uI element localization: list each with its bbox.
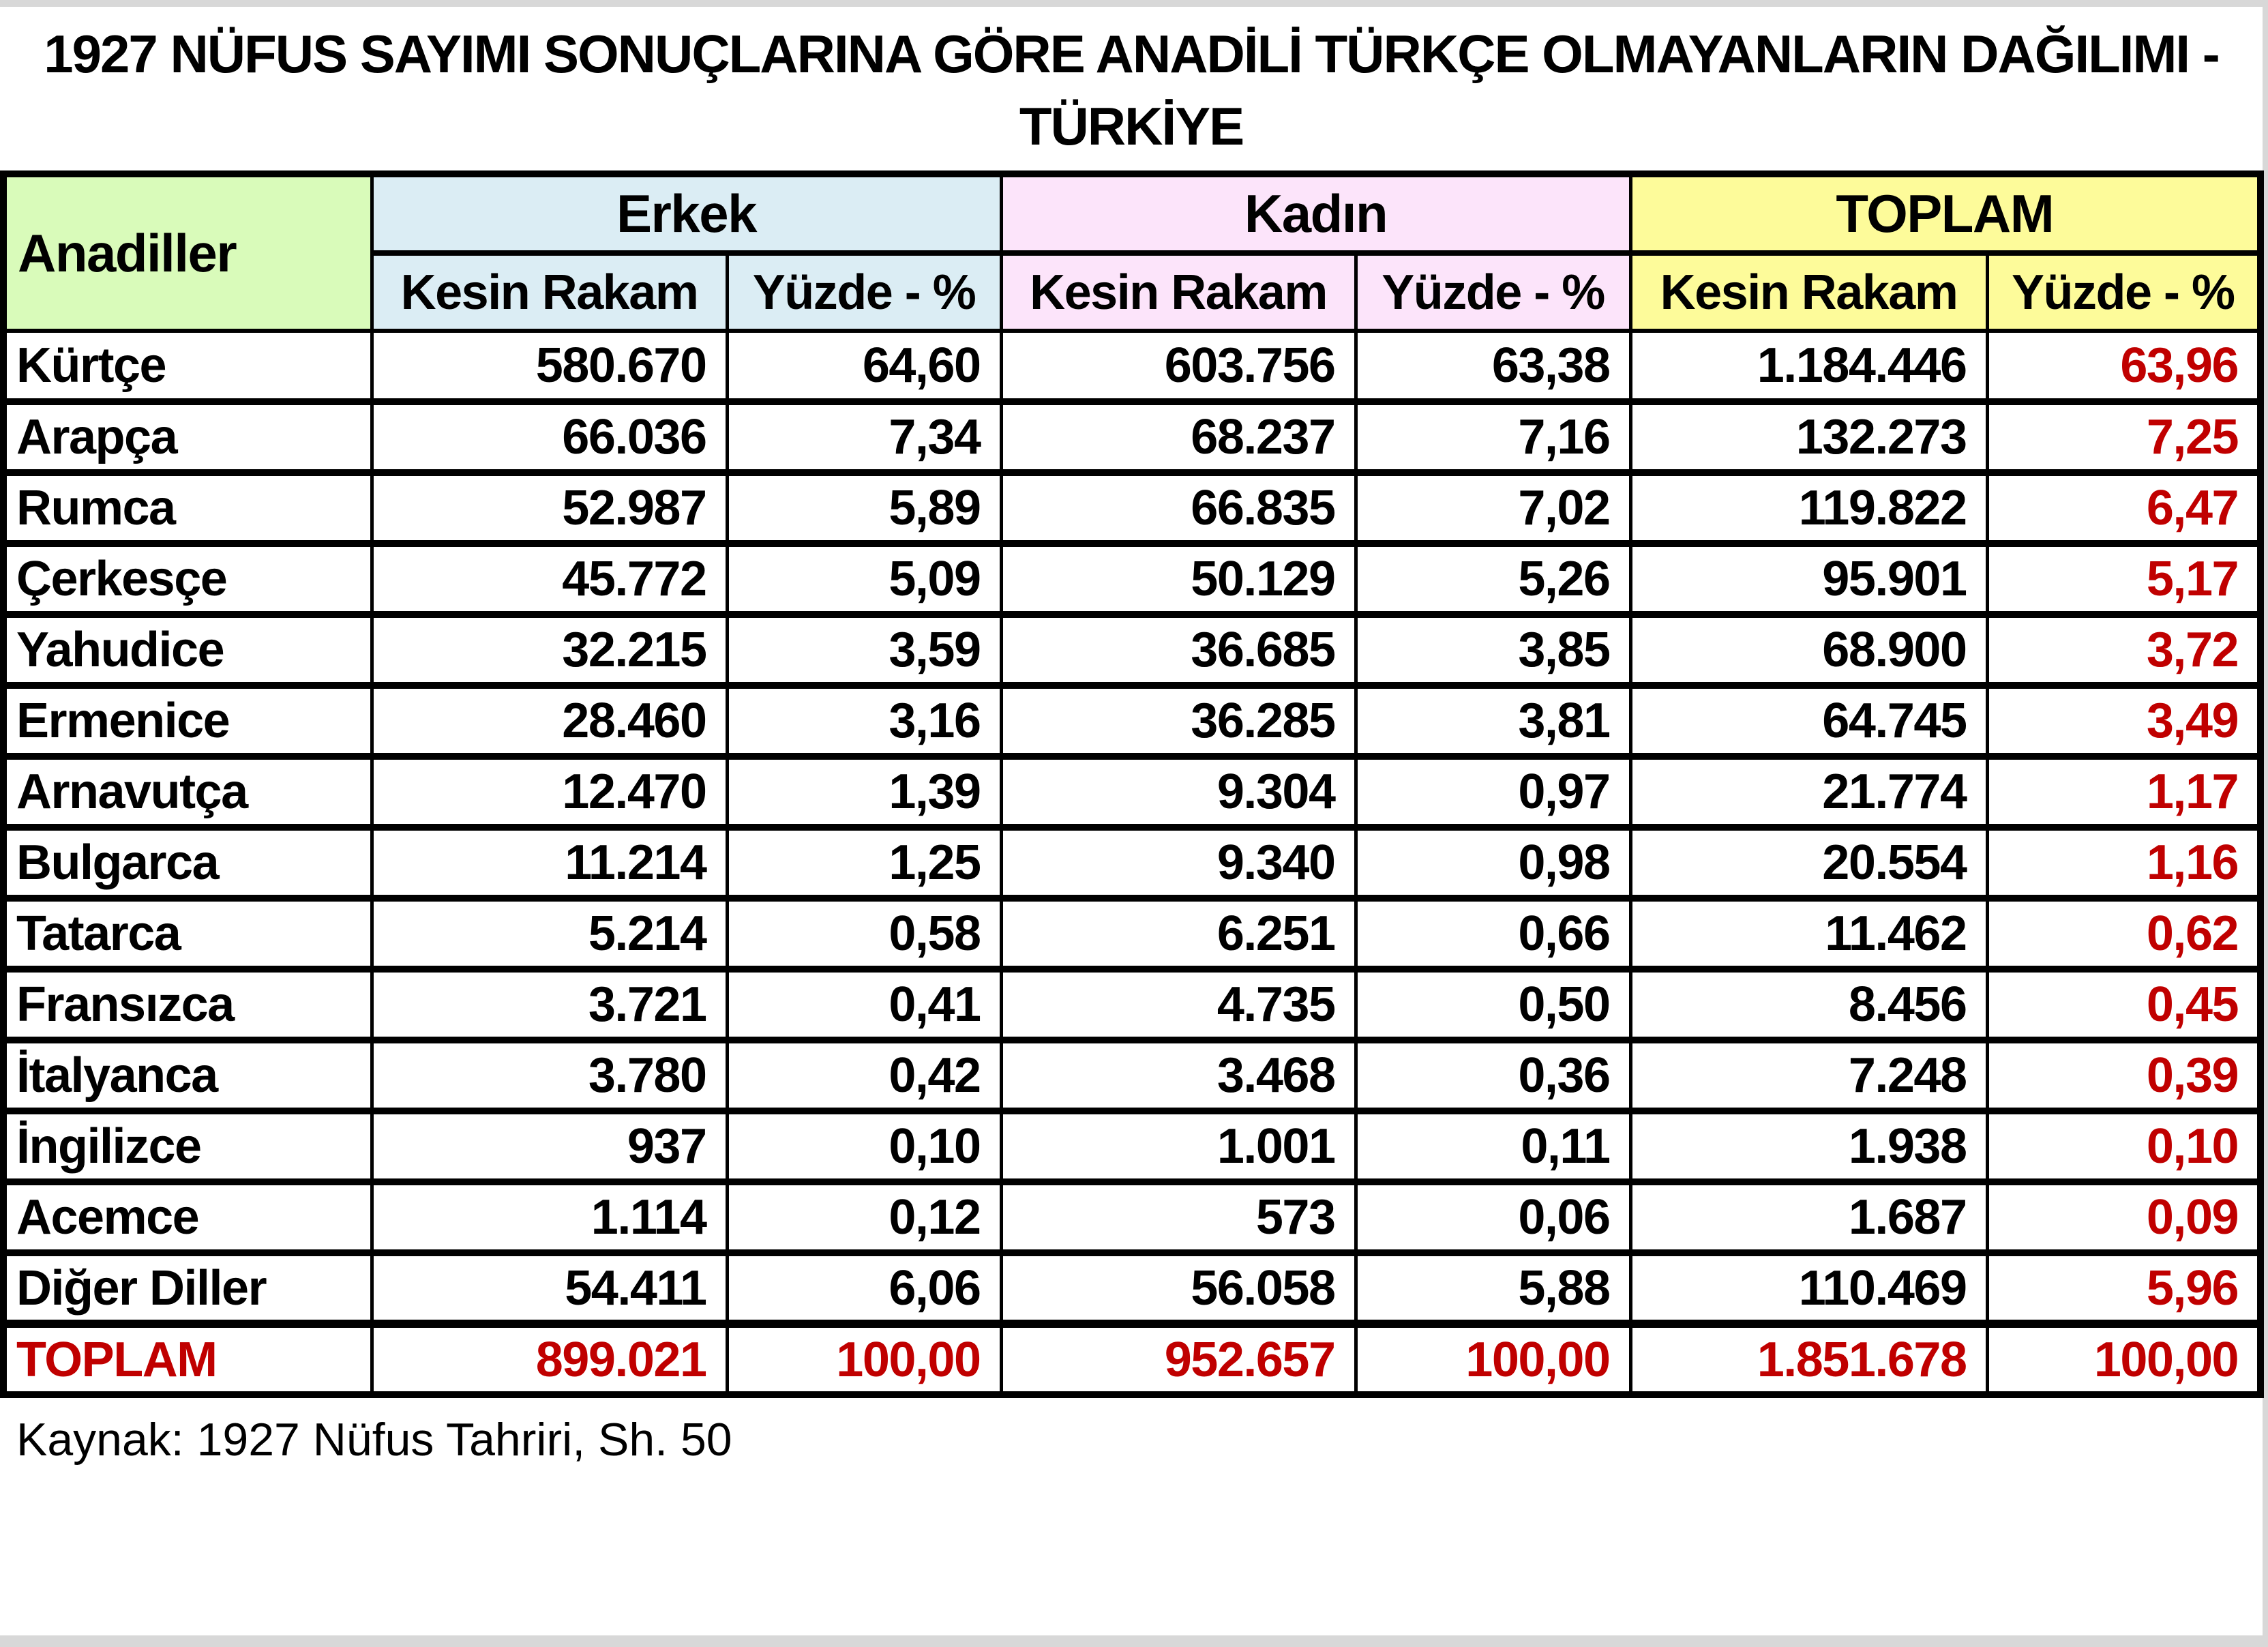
- erkek-kesin-total-cell: 899.021: [372, 1324, 727, 1395]
- erkek-kesin-cell: 3.721: [372, 969, 727, 1040]
- page-title: [0, 7, 2263, 170]
- toplam-kesin-cell: 20.554: [1630, 827, 1987, 898]
- table-row: [3, 1111, 2260, 1182]
- kadin-yuzde-cell: 7,02: [1356, 473, 1630, 544]
- kadin-kesin-cell: 36.685: [1001, 614, 1356, 685]
- table-row: [3, 685, 2260, 756]
- language-cell: Arnavutça: [3, 756, 372, 827]
- toplam-yuzde-cell: 0,10: [1987, 1111, 2260, 1182]
- kadin-yuzde-total-cell: 100,00: [1356, 1324, 1630, 1395]
- erkek-kesin-cell: 11.214: [372, 827, 727, 898]
- kadin-kesin-rakam-subheader: Kesin Rakam: [1001, 253, 1356, 331]
- erkek-yuzde-cell: 0,41: [727, 969, 1001, 1040]
- toplam-yuzde-cell: 6,47: [1987, 473, 2260, 544]
- source-note: Kaynak: 1927 Nüfus Tahriri, Sh. 50: [16, 1414, 732, 1466]
- toplam-kesin-cell: 119.822: [1630, 473, 1987, 544]
- kadin-kesin-cell: 68.237: [1001, 402, 1356, 473]
- kadin-kesin-cell: 603.756: [1001, 331, 1356, 402]
- toplam-kesin-total-cell: 1.851.678: [1630, 1324, 1987, 1395]
- kadin-yuzde-cell: 0,11: [1356, 1111, 1630, 1182]
- toplam-yuzde-cell: 0,39: [1987, 1040, 2260, 1111]
- erkek-kesin-cell: 45.772: [372, 544, 727, 614]
- kadin-kesin-cell: 4.735: [1001, 969, 1356, 1040]
- erkek-yuzde-cell: 0,10: [727, 1111, 1001, 1182]
- language-cell: Bulgarca: [3, 827, 372, 898]
- kadin-kesin-cell: 1.001: [1001, 1111, 1356, 1182]
- erkek-yuzde-subheader: Yüzde - %: [727, 253, 1001, 331]
- erkek-kesin-cell: 28.460: [372, 685, 727, 756]
- kadin-kesin-total-cell: 952.657: [1001, 1324, 1356, 1395]
- toplam-kesin-cell: 110.469: [1630, 1253, 1987, 1324]
- kadin-yuzde-cell: 63,38: [1356, 331, 1630, 402]
- kadin-kesin-cell: 56.058: [1001, 1253, 1356, 1324]
- kadin-yuzde-cell: 0,97: [1356, 756, 1630, 827]
- language-cell: Fransızca: [3, 969, 372, 1040]
- table-row: [3, 827, 2260, 898]
- erkek-yuzde-cell: 5,89: [727, 473, 1001, 544]
- toplam-yuzde-cell: 0,62: [1987, 898, 2260, 969]
- total-label-cell: TOPLAM: [3, 1324, 372, 1395]
- toplam-yuzde-cell: 5,96: [1987, 1253, 2260, 1324]
- table-row: [3, 1040, 2260, 1111]
- toplam-yuzde-cell: 3,72: [1987, 614, 2260, 685]
- erkek-yuzde-cell: 0,42: [727, 1040, 1001, 1111]
- kadin-yuzde-cell: 3,81: [1356, 685, 1630, 756]
- erkek-yuzde-cell: 1,39: [727, 756, 1001, 827]
- page-title-line1: 1927 NÜFUS SAYIMI SONUÇLARINA GÖRE ANADİLİ TÜRKÇE OLMAYANLARIN DAĞILIMI -: [44, 24, 2219, 84]
- kadin-yuzde-cell: 5,88: [1356, 1253, 1630, 1324]
- erkek-kesin-cell: 54.411: [372, 1253, 727, 1324]
- kadin-kesin-cell: 50.129: [1001, 544, 1356, 614]
- kadin-kesin-cell: 9.340: [1001, 827, 1356, 898]
- toplam-yuzde-cell: 5,17: [1987, 544, 2260, 614]
- language-cell: Diğer Diller: [3, 1253, 372, 1324]
- table-row: [3, 614, 2260, 685]
- toplam-kesin-cell: 8.456: [1630, 969, 1987, 1040]
- erkek-yuzde-cell: 0,58: [727, 898, 1001, 969]
- table-row: [3, 473, 2260, 544]
- table-row: [3, 898, 2260, 969]
- erkek-yuzde-total-cell: 100,00: [727, 1324, 1001, 1395]
- erkek-yuzde-cell: 64,60: [727, 331, 1001, 402]
- kadin-yuzde-cell: 3,85: [1356, 614, 1630, 685]
- toplam-kesin-cell: 11.462: [1630, 898, 1987, 969]
- toplam-yuzde-cell: 63,96: [1987, 331, 2260, 402]
- erkek-kesin-cell: 937: [372, 1111, 727, 1182]
- table-row: [3, 402, 2260, 473]
- erkek-group-header: Erkek: [372, 174, 1001, 253]
- erkek-yuzde-cell: 6,06: [727, 1253, 1001, 1324]
- language-cell: İngilizce: [3, 1111, 372, 1182]
- anadiller-header: Anadiller: [3, 174, 372, 331]
- kadin-yuzde-cell: 0,50: [1356, 969, 1630, 1040]
- kadin-yuzde-cell: 0,06: [1356, 1182, 1630, 1253]
- toplam-kesin-cell: 1.687: [1630, 1182, 1987, 1253]
- table-row: [3, 544, 2260, 614]
- erkek-yuzde-cell: 1,25: [727, 827, 1001, 898]
- erkek-yuzde-cell: 5,09: [727, 544, 1001, 614]
- toplam-yuzde-cell: 0,09: [1987, 1182, 2260, 1253]
- kadin-yuzde-subheader: Yüzde - %: [1356, 253, 1630, 331]
- kadin-kesin-cell: 3.468: [1001, 1040, 1356, 1111]
- toplam-kesin-cell: 68.900: [1630, 614, 1987, 685]
- table-row: [3, 331, 2260, 402]
- language-cell: İtalyanca: [3, 1040, 372, 1111]
- kadin-kesin-cell: 6.251: [1001, 898, 1356, 969]
- table-row: [3, 1253, 2260, 1324]
- erkek-kesin-cell: 580.670: [372, 331, 727, 402]
- kadin-kesin-cell: 573: [1001, 1182, 1356, 1253]
- toplam-kesin-cell: 7.248: [1630, 1040, 1987, 1111]
- language-cell: Kürtçe: [3, 331, 372, 402]
- language-cell: Arapça: [3, 402, 372, 473]
- kadin-yuzde-cell: 7,16: [1356, 402, 1630, 473]
- erkek-kesin-cell: 52.987: [372, 473, 727, 544]
- toplam-yuzde-cell: 1,16: [1987, 827, 2260, 898]
- kadin-yuzde-cell: 0,66: [1356, 898, 1630, 969]
- toplam-yuzde-cell: 3,49: [1987, 685, 2260, 756]
- erkek-kesin-cell: 1.114: [372, 1182, 727, 1253]
- total-row: [3, 1324, 2260, 1395]
- toplam-kesin-cell: 132.273: [1630, 402, 1987, 473]
- language-cell: Tatarca: [3, 898, 372, 969]
- kadin-kesin-cell: 36.285: [1001, 685, 1356, 756]
- erkek-kesin-cell: 12.470: [372, 756, 727, 827]
- table-row: [3, 1182, 2260, 1253]
- header-row-groups: [3, 174, 2260, 253]
- erkek-kesin-cell: 3.780: [372, 1040, 727, 1111]
- toplam-yuzde-cell: 7,25: [1987, 402, 2260, 473]
- language-cell: Acemce: [3, 1182, 372, 1253]
- language-cell: Rumca: [3, 473, 372, 544]
- toplam-group-header: TOPLAM: [1630, 174, 2260, 253]
- toplam-yuzde-total-cell: 100,00: [1987, 1324, 2260, 1395]
- table-row: [3, 969, 2260, 1040]
- language-cell: Çerkesçe: [3, 544, 372, 614]
- toplam-yuzde-cell: 1,17: [1987, 756, 2260, 827]
- kadin-group-header: Kadın: [1001, 174, 1630, 253]
- kadin-yuzde-cell: 0,36: [1356, 1040, 1630, 1111]
- toplam-kesin-cell: 1.938: [1630, 1111, 1987, 1182]
- toplam-kesin-cell: 1.184.446: [1630, 331, 1987, 402]
- language-cell: Ermenice: [3, 685, 372, 756]
- erkek-kesin-cell: 5.214: [372, 898, 727, 969]
- page-title-line2: TÜRKİYE: [1019, 96, 1244, 156]
- toplam-kesin-rakam-subheader: Kesin Rakam: [1630, 253, 1987, 331]
- page: [0, 7, 2263, 1635]
- erkek-yuzde-cell: 3,16: [727, 685, 1001, 756]
- kadin-yuzde-cell: 5,26: [1356, 544, 1630, 614]
- erkek-yuzde-cell: 0,12: [727, 1182, 1001, 1253]
- kadin-yuzde-cell: 0,98: [1356, 827, 1630, 898]
- toplam-kesin-cell: 21.774: [1630, 756, 1987, 827]
- erkek-kesin-cell: 66.036: [372, 402, 727, 473]
- language-cell: Yahudice: [3, 614, 372, 685]
- toplam-yuzde-cell: 0,45: [1987, 969, 2260, 1040]
- erkek-yuzde-cell: 3,59: [727, 614, 1001, 685]
- kadin-kesin-cell: 9.304: [1001, 756, 1356, 827]
- erkek-kesin-cell: 32.215: [372, 614, 727, 685]
- kadin-kesin-cell: 66.835: [1001, 473, 1356, 544]
- erkek-yuzde-cell: 7,34: [727, 402, 1001, 473]
- erkek-kesin-rakam-subheader: Kesin Rakam: [372, 253, 727, 331]
- census-table: [0, 170, 2264, 1398]
- toplam-yuzde-subheader: Yüzde - %: [1987, 253, 2260, 331]
- table-row: [3, 756, 2260, 827]
- toplam-kesin-cell: 95.901: [1630, 544, 1987, 614]
- toplam-kesin-cell: 64.745: [1630, 685, 1987, 756]
